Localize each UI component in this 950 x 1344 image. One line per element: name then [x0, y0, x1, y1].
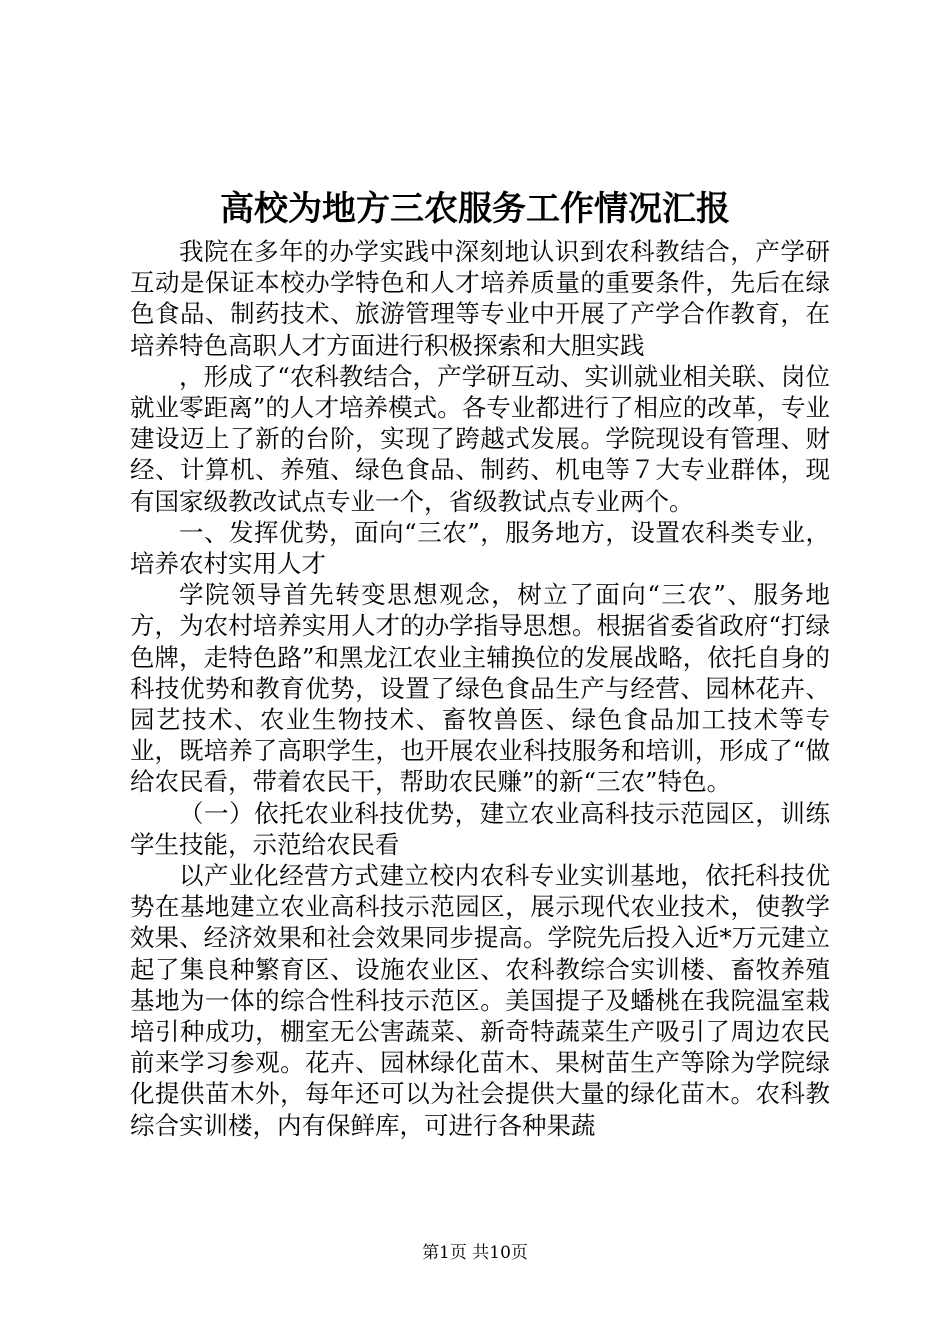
- paragraph-intro: 我院在多年的办学实践中深刻地认识到农科教结合，产学研互动是保证本校办学特色和人才培养质量的重要条件，先后在绿色食品、制药技术、旅游管理等专业中开展了产学合作教育，在培养特色高职人才方面进行积极探索和大胆实践: [130, 237, 830, 360]
- paragraph-leadership: 学院领导首先转变思想观念，树立了面向“三农”、服务地方，为农村培养实用人才的办学指导思想。根据省委省政府“打绿色牌，走特色路”和黑龙江农业主辅换位的发展战略，依托自身的科技优势和教育优势，设置了绿色食品生产与经营、园林花卉、园艺技术、农业生物技术、畜牧兽医、绿色食品加工技术等专业，既培养了高职学生，也开展农业科技服务和培训，形成了“做给农民看，带着农民干，帮助农民赚”的新“三农”特色。: [130, 580, 830, 797]
- subsection-heading-1: （一）依托农业科技优势，建立农业高科技示范园区，训练学生技能，示范给农民看: [130, 798, 830, 859]
- paragraph-model: ，形成了“农科教结合，产学研互动、实训就业相关联、岗位就业零距离”的人才培养模式。各专业都进行了相应的改革，专业建设迈上了新的台阶，实现了跨越式发展。学院现设有管理、财经、计算机、养殖、绿色食品、制药、机电等７大专业群体，现有国家级教改试点专业一个，省级教试点专业两个。: [130, 361, 830, 516]
- document-body: [130, 236, 830, 1141]
- section-heading-1: 一、发挥优势，面向“三农”，服务地方，设置农科类专业，培养农村实用人才: [130, 517, 830, 579]
- paragraph-base: 以产业化经营方式建立校内农科专业实训基地，依托科技优势在基地建立农业高科技示范园区，展示现代农业技术，使教学效果、经济效果和社会效果同步提高。学院先后投入近*万元建立起了集良种繁育区、设施农业区、农科教综合实训楼、畜牧养殖基地为一体的综合性科技示范区。美国提子及蟠桃在我院温室栽培引种成功，棚室无公害蔬菜、新奇特蔬菜生产吸引了周边农民前来学习参观。花卉、园林绿化苗木、果树苗生产等除为学院绿化提供苗木外，每年还可以为社会提供大量的绿化苗木。农科教综合实训楼，内有保鲜库，可进行各种果蔬: [130, 861, 830, 1140]
- page-number: 第1页 共10页: [422, 1243, 528, 1263]
- document-title: 高校为地方三农服务工作情况汇报: [220, 189, 730, 229]
